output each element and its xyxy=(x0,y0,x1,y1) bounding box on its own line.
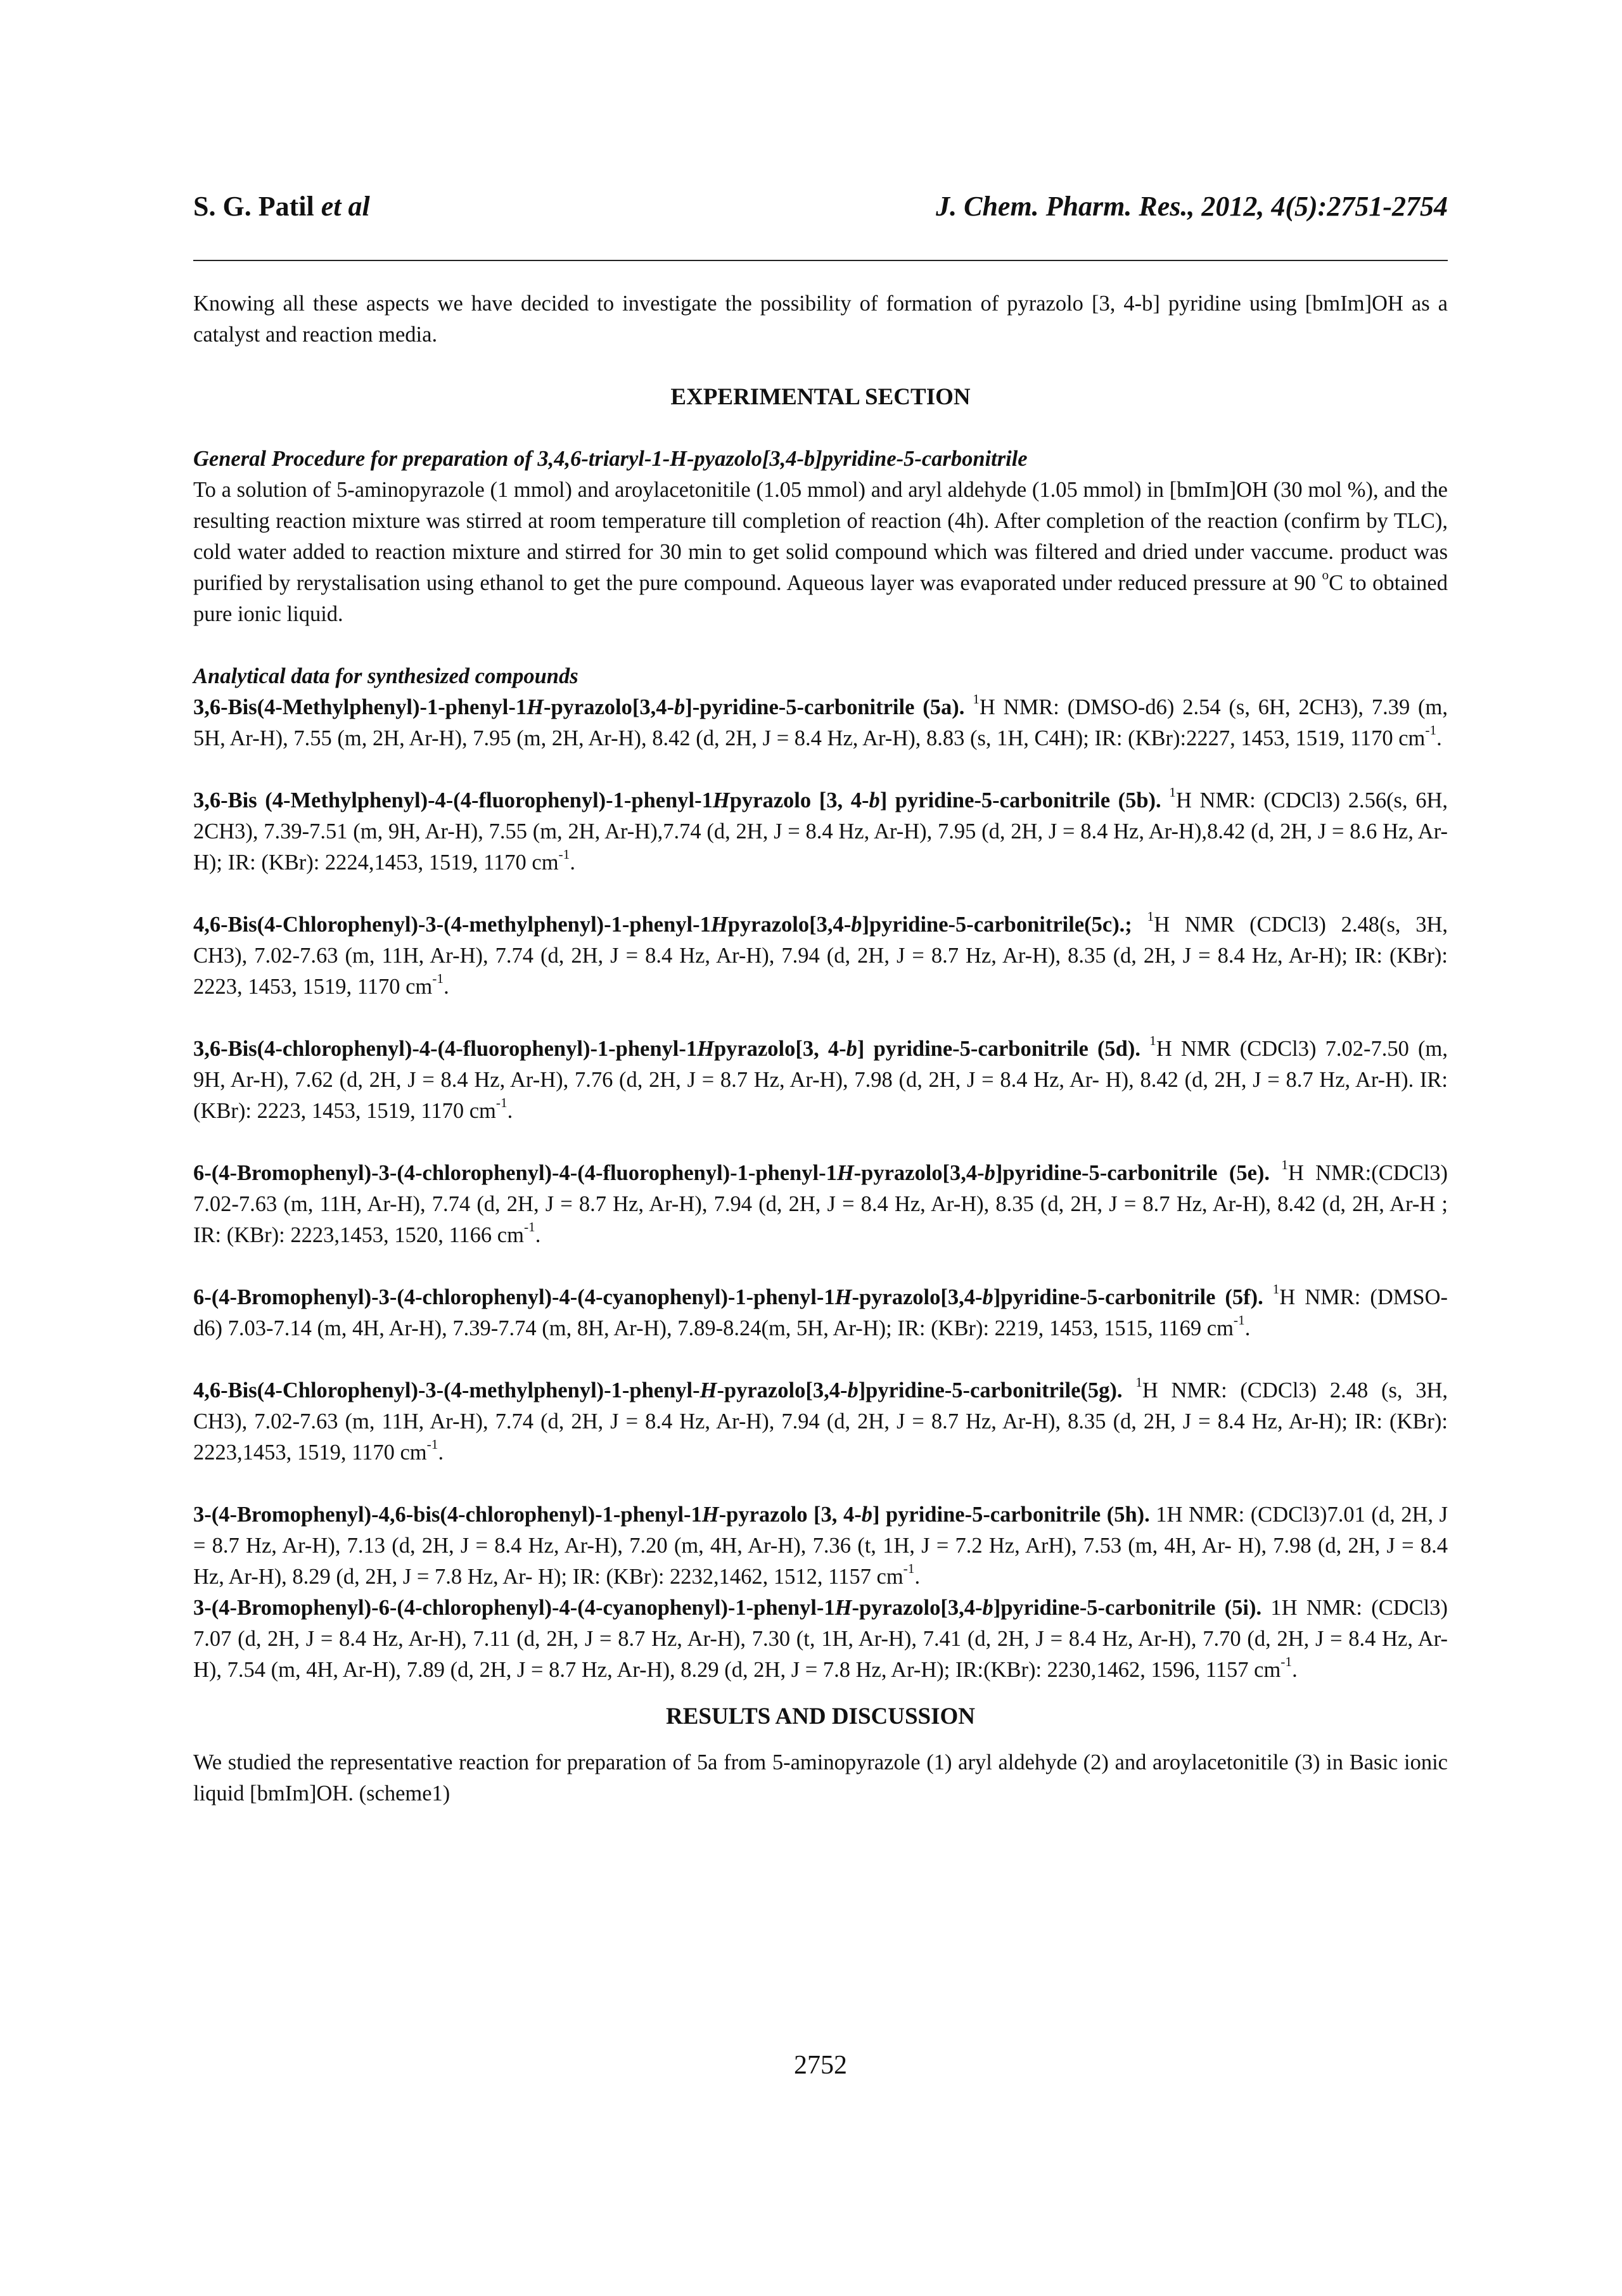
compound-entry: 4,6-Bis(4-Chlorophenyl)-3-(4-methylphenyl)-1-phenyl-1Hpyrazolo[3,4-b]pyridine-5-carbonitrile(5c).; $^1$H NMR (CDCl3) 2.48(s, 3H, CH3), 7.02-7.63 (m, 11H, Ar-H), 7.74 (d, 2H, J = 8.4 Hz, Ar-H), 7.94 (d, 2H, J = 8.7 Hz, Ar-H), 8.35 (d, 2H, J = 8.4 Hz, Ar-H); IR: (KBr): 2223, 1453, 1519, 1170 $cm^{-1}$. xyxy=(193,908,1448,999)
compound-entry: 3,6-Bis(4-Methylphenyl)-1-phenyl-1H-pyrazolo[3,4-b]-pyridine-5-carbonitrile (5a). $^1$H NMR: (DMSO-d6) 2.54 (s, 6H, 2CH3), 7.39 (m, 5H, Ar-H), 7.55 (m, 2H, Ar-H), 7.95 (m, 2H, Ar-H), 8.42 (d, 2H, J = 8.4 Hz, Ar-H), 8.83 (s, 1H, C4H); IR: (KBr):2227, 1453, 1519, 1170 $cm^{-1}$. xyxy=(193,691,1448,750)
compound-name: 3,6-Bis(4-Methylphenyl)-1-phenyl-1H-pyrazolo[3,4-b]-pyridine-5-carbonitrile (5a). xyxy=(193,695,965,719)
spectral-data: H NMR:(CDCl3) 7.02-7.63 (m, 11H, Ar-H), 7.74 (d, 2H, J = 8.7 Hz, Ar-H), 7.94 (d, 2H, J = 8.4 Hz, Ar-H), 8.35 (d, 2H, J = 8.7 Hz, Ar-H), 8.42 (d, 2H, Ar-H ; IR: (KBr): 2223,1453, 1520, 1166 cm xyxy=(193,1161,1448,1247)
analytical-heading: Analytical data for synthesized compounds xyxy=(193,664,578,688)
experimental-heading: EXPERIMENTAL SECTION xyxy=(670,384,971,410)
compound-name: 6-(4-Bromophenyl)-3-(4-chlorophenyl)-4-(4-cyanophenyl)-1-phenyl-1H-pyrazolo[3,4-b]pyridine-5-carbonitrile (5f). xyxy=(193,1285,1263,1309)
header-rule xyxy=(193,260,1448,261)
compound-entry: 3-(4-Bromophenyl)-4,6-bis(4-chlorophenyl)-1-phenyl-1H-pyrazolo [3, 4-b] pyridine-5-carbonitrile (5h). 1H NMR: (CDCl3)7.01 (d, 2H, J = 8.7 Hz, Ar-H), 7.13 (d, 2H, J = 8.4 Hz, Ar-H), 7.20 (m, 4H, Ar-H), 7.36 (t, 1H, J = 7.2 Hz, ArH), 7.53 (m, 4H, Ar- H), 7.98 (d, 2H, J = 8.4 Hz, Ar-H), 8.29 (d, 2H, J = 7.8 Hz, Ar- H); IR: (KBr): 2232,1462, 1512, 1157 $cm^{-1}$. xyxy=(193,1503,1448,1589)
spectral-data: H NMR: (DMSO-d6) 2.54 (s, 6H, 2CH3), 7.39 (m, 5H, Ar-H), 7.55 (m, 2H, Ar-H), 7.95 (m, 2H, Ar-H), 8.42 (d, 2H, J = 8.4 Hz, Ar-H), 8.83 (s, 1H, C4H); IR: (KBr):2227, 1453, 1519, 1170 cm xyxy=(193,695,1448,750)
compound-entry: 6-(4-Bromophenyl)-3-(4-chlorophenyl)-4-(4-cyanophenyl)-1-phenyl-1H-pyrazolo[3,4-b]pyridine-5-carbonitrile (5f). $^1$H NMR: (DMSO-d6) 7.03-7.14 (m, 4H, Ar-H), 7.39-7.74 (m, 8H, Ar-H), 7.89-8.24(m, 5H, Ar-H); IR: (KBr): 2219, 1453, 1515, 1169 $cm^{-1}$. xyxy=(193,1281,1448,1340)
compound-list xyxy=(193,692,1448,1686)
header-journal: J. Chem. Pharm. Res., 2012, 4(5):2751-2754 xyxy=(936,191,1448,222)
spectral-data: H NMR: (DMSO-d6) 7.03-7.14 (m, 4H, Ar-H), 7.39-7.74 (m, 8H, Ar-H), 7.89-8.24(m, 5H, Ar-H); IR: (KBr): 2219, 1453, 1515, 1169 cm xyxy=(193,1285,1448,1340)
compound-name: 3,6-Bis (4-Methylphenyl)-4-(4-fluorophenyl)-1-phenyl-1Hpyrazolo [3, 4-b] pyridine-5-carbonitrile (5b). xyxy=(193,788,1161,812)
spectral-data: 1H NMR: (CDCl3)7.01 (d, 2H, J = 8.7 Hz, Ar-H), 7.13 (d, 2H, J = 8.4 Hz, Ar-H), 7.20 (m, 4H, Ar-H), 7.36 (t, 1H, J = 7.2 Hz, ArH), 7.53 (m, 4H, Ar- H), 7.98 (d, 2H, J = 8.4 Hz, Ar-H), 8.29 (d, 2H, J = 7.8 Hz, Ar- H); IR: (KBr): 2232,1462, 1512, 1157 cm xyxy=(193,1503,1448,1589)
intro-paragraph: Knowing all these aspects we have decided to investigate the possibility of formation of pyrazolo [3, 4-b] pyridine using [bmIm]OH as a catalyst and reaction media. xyxy=(193,292,1448,347)
running-header xyxy=(193,190,1448,234)
compound-name: 4,6-Bis(4-Chlorophenyl)-3-(4-methylphenyl)-1-phenyl-1Hpyrazolo[3,4-b]pyridine-5-carbonitrile(5c).; xyxy=(193,913,1132,937)
compound-name: 4,6-Bis(4-Chlorophenyl)-3-(4-methylphenyl)-1-phenyl-H-pyrazolo[3,4-b]pyridine-5-carbonitrile(5g). xyxy=(193,1378,1123,1402)
compound-entry: 3-(4-Bromophenyl)-6-(4-chlorophenyl)-4-(4-cyanophenyl)-1-phenyl-1H-pyrazolo[3,4-b]pyridine-5-carbonitrile (5i). 1H NMR: (CDCl3) 7.07 (d, 2H, J = 8.4 Hz, Ar-H), 7.11 (d, 2H, J = 8.7 Hz, Ar-H), 7.30 (t, 1H, Ar-H), 7.41 (d, 2H, J = 8.4 Hz, Ar-H), 7.70 (d, 2H, J = 8.4 Hz, Ar-H), 7.54 (m, 4H, Ar-H), 7.89 (d, 2H, J = 8.7 Hz, Ar-H), 8.29 (d, 2H, J = 7.8 Hz, Ar-H); IR:(KBr): 2230,1462, 1596, 1157 $cm^{-1}$. xyxy=(193,1596,1448,1682)
article-body xyxy=(193,288,1448,1809)
compound-name: 3-(4-Bromophenyl)-4,6-bis(4-chlorophenyl)-1-phenyl-1H-pyrazolo [3, 4-b] pyridine-5-carbonitrile (5h). xyxy=(193,1503,1150,1527)
spectral-data: H NMR: (CDCl3) 2.48 (s, 3H, CH3), 7.02-7.63 (m, 11H, Ar-H), 7.74 (d, 2H, J = 8.4 Hz, Ar-H), 7.94 (d, 2H, J = 8.7 Hz, Ar-H), 8.35 (d, 2H, J = 8.4 Hz, Ar-H); IR: (KBr): 2223,1453, 1519, 1170 cm xyxy=(193,1378,1448,1465)
compound-entry: 3,6-Bis(4-chlorophenyl)-4-(4-fluorophenyl)-1-phenyl-1Hpyrazolo[3, 4-b] pyridine-5-carbonitrile (5d). $^1$H NMR (CDCl3) 7.02-7.50 (m, 9H, Ar-H), 7.62 (d, 2H, J = 8.4 Hz, Ar-H), 7.76 (d, 2H, J = 8.7 Hz, Ar-H), 7.98 (d, 2H, J = 8.4 Hz, Ar- H), 8.42 (d, 2H, J = 8.7 Hz, Ar-H). IR: (KBr): 2223, 1453, 1519, 1170 $cm^{-1}$. xyxy=(193,1032,1448,1123)
compound-entry: 4,6-Bis(4-Chlorophenyl)-3-(4-methylphenyl)-1-phenyl-H-pyrazolo[3,4-b]pyridine-5-carbonitrile(5g). $^1$H NMR: (CDCl3) 2.48 (s, 3H, CH3), 7.02-7.63 (m, 11H, Ar-H), 7.74 (d, 2H, J = 8.4 Hz, Ar-H), 7.94 (d, 2H, J = 8.7 Hz, Ar-H), 8.35 (d, 2H, J = 8.4 Hz, Ar-H); IR: (KBr): 2223,1453, 1519, 1170 $cm^{-1}$. xyxy=(193,1374,1448,1465)
spectral-data: H NMR (CDCl3) 2.48(s, 3H, CH3), 7.02-7.63 (m, 11H, Ar-H), 7.74 (d, 2H, J = 8.4 Hz, Ar-H), 7.94 (d, 2H, J = 8.7 Hz, Ar-H), 8.35 (d, 2H, J = 8.4 Hz, Ar-H); IR: (KBr): 2223, 1453, 1519, 1170 cm xyxy=(193,913,1448,999)
spectral-data: H NMR (CDCl3) 7.02-7.50 (m, 9H, Ar-H), 7.62 (d, 2H, J = 8.4 Hz, Ar-H), 7.76 (d, 2H, J = 8.7 Hz, Ar-H), 7.98 (d, 2H, J = 8.4 Hz, Ar- H), 8.42 (d, 2H, J = 8.7 Hz, Ar-H). IR: (KBr): 2223, 1453, 1519, 1170 cm xyxy=(193,1037,1448,1123)
compound-entry: 6-(4-Bromophenyl)-3-(4-chlorophenyl)-4-(4-fluorophenyl)-1-phenyl-1H-pyrazolo[3,4-b]pyridine-5-carbonitrile (5e). $^1$H NMR:(CDCl3) 7.02-7.63 (m, 11H, Ar-H), 7.74 (d, 2H, J = 8.7 Hz, Ar-H), 7.94 (d, 2H, J = 8.4 Hz, Ar-H), 8.35 (d, 2H, J = 8.7 Hz, Ar-H), 8.42 (d, 2H, Ar-H ; IR: (KBr): 2223,1453, 1520, 1166 $cm^{-1}$. xyxy=(193,1157,1448,1247)
spectral-data: H NMR: (CDCl3) 2.56(s, 6H, 2CH3), 7.39-7.51 (m, 9H, Ar-H), 7.55 (m, 2H, Ar-H),7.74 (d, 2H, J = 8.4 Hz, Ar-H), 7.95 (d, 2H, J = 8.4 Hz, Ar-H),8.42 (d, 2H, J = 8.6 Hz, Ar-H); IR: (KBr): 2224,1453, 1519, 1170 cm xyxy=(193,788,1448,875)
compound-name: 6-(4-Bromophenyl)-3-(4-chlorophenyl)-4-(4-fluorophenyl)-1-phenyl-1H-pyrazolo[3,4-b]pyridine-5-carbonitrile (5e). xyxy=(193,1161,1270,1185)
spectral-data: 1H NMR: (CDCl3) 7.07 (d, 2H, J = 8.4 Hz, Ar-H), 7.11 (d, 2H, J = 8.7 Hz, Ar-H), 7.30 (t, 1H, Ar-H), 7.41 (d, 2H, J = 8.4 Hz, Ar-H), 7.70 (d, 2H, J = 8.4 Hz, Ar-H), 7.54 (m, 4H, Ar-H), 7.89 (d, 2H, J = 8.7 Hz, Ar-H), 8.29 (d, 2H, J = 7.8 Hz, Ar-H); IR:(KBr): 2230,1462, 1596, 1157 cm xyxy=(193,1596,1448,1682)
results-heading: RESULTS AND DISCUSSION xyxy=(665,1703,976,1729)
compound-name: 3-(4-Bromophenyl)-6-(4-chlorophenyl)-4-(4-cyanophenyl)-1-phenyl-1H-pyrazolo[3,4-b]pyridine-5-carbonitrile (5i). xyxy=(193,1596,1262,1620)
results-paragraph: We studied the representative reaction for preparation of 5a from 5-aminopyrazole (1) aryl aldehyde (2) and aroylacetonitile (3) in Basic ionic liquid [bmIm]OH. (scheme1) xyxy=(193,1750,1448,1805)
procedure-paragraph: To a solution of 5-aminopyrazole (1 mmol) and aroylacetonitile (1.05 mmol) and aryl aldehyde (1.05 mmol) in [bmIm]OH (30 mol %), and the resulting reaction mixture was stirred at room temperature till completion of reaction (4h). After completion of the reaction (confirm by TLC), cold water added to reaction mixture and stirred for 30 min to get solid compound which was filtered and dried under vaccume. product was purified by rerystalisation using ethanol to get the pure compound. Aqueous layer was evaporated under reduced pressure at 90 $^o$C to obtained pure ionic liquid. xyxy=(193,478,1448,626)
compound-name: 3,6-Bis(4-chlorophenyl)-4-(4-fluorophenyl)-1-phenyl-1Hpyrazolo[3, 4-b] pyridine-5-carbonitrile (5d). xyxy=(193,1037,1140,1061)
page-number: 2752 xyxy=(794,2051,847,2080)
procedure-subheading: General Procedure for preparation of 3,4,6-triaryl-1-H-pyazolo[3,4-b]pyridine-5-carbonitrile xyxy=(193,447,1028,471)
header-author: S. G. Patil et al xyxy=(193,191,370,222)
compound-entry: 3,6-Bis (4-Methylphenyl)-4-(4-fluorophenyl)-1-phenyl-1Hpyrazolo [3, 4-b] pyridine-5-carbonitrile (5b). $^1$H NMR: (CDCl3) 2.56(s, 6H, 2CH3), 7.39-7.51 (m, 9H, Ar-H), 7.55 (m, 2H, Ar-H),7.74 (d, 2H, J = 8.4 Hz, Ar-H), 7.95 (d, 2H, J = 8.4 Hz, Ar-H),8.42 (d, 2H, J = 8.6 Hz, Ar-H); IR: (KBr): 2224,1453, 1519, 1170 $cm^{-1}$. xyxy=(193,784,1448,875)
